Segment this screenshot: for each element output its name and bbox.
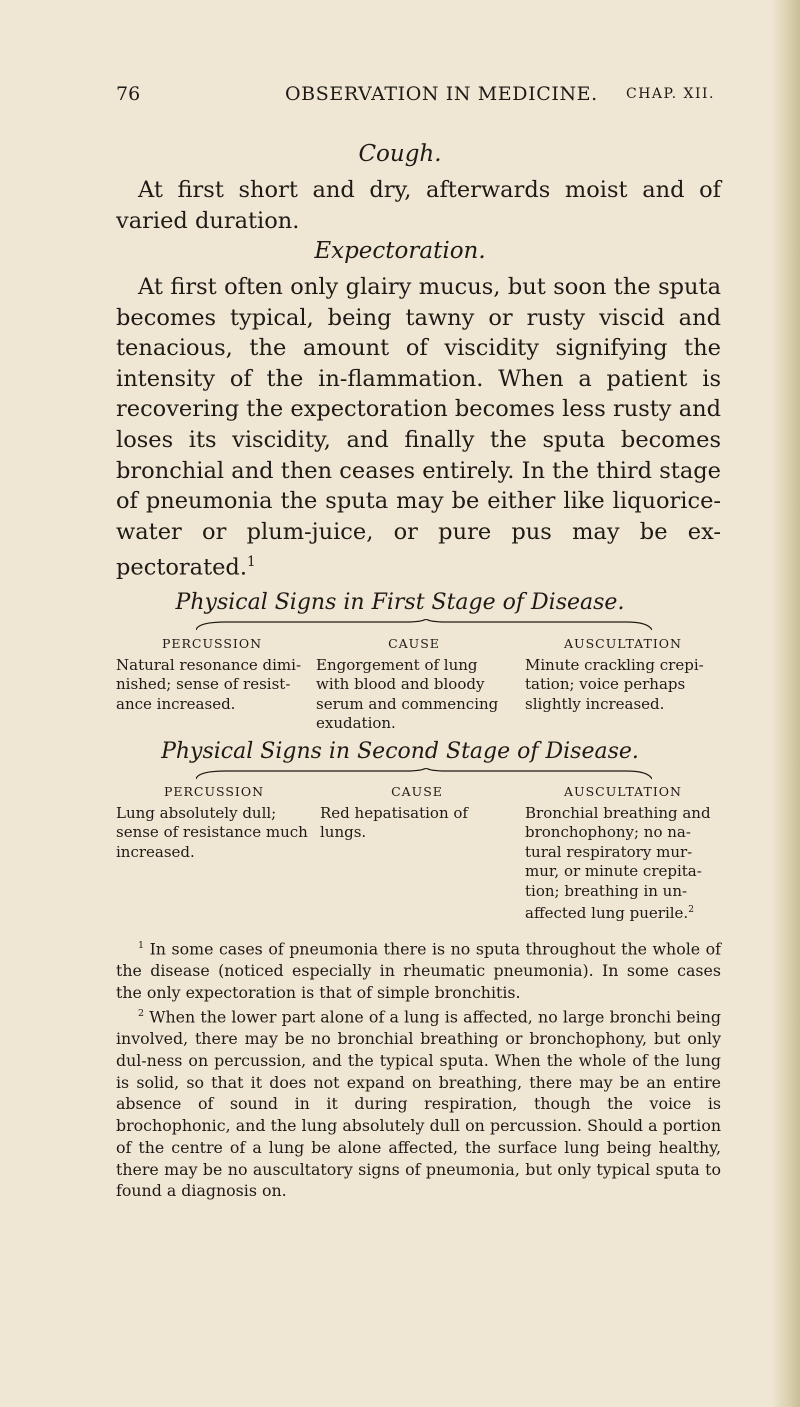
- chapter-label: CHAP. XII.: [626, 86, 715, 102]
- cough-text: At first short and dry, afterwards moist and of varied duration.: [116, 177, 721, 234]
- first-stage-percussion: [116, 634, 308, 714]
- auscultation-text: Bronchial breathing and bronchophony; no na-tural respiratory mur-mur, or minute crepita-tion; breathing in un-affected lung puerile.: [525, 803, 711, 922]
- expectoration-heading: Expectoration.: [314, 238, 486, 264]
- footnote-text: In some cases of pneumonia there is no sputa throughout the whole of the disease (noticed especially in rheumatic pneumonia). In some cases the only expectoration is that of simple bronchitis.: [116, 939, 721, 1002]
- second-stage-percussion: [116, 782, 312, 862]
- first-stage-auscultation: [525, 634, 721, 714]
- percussion-text: Natural resonance dimi-nished; sense of resist-ance increased.: [116, 655, 302, 713]
- cause-column-title: CAUSE: [391, 784, 443, 799]
- percussion-column-title: PERCUSSION: [161, 636, 263, 651]
- running-header: [0, 83, 800, 113]
- cause-text: Engorgement of lung with blood and bloody serum and commencing exudation.: [316, 655, 499, 732]
- auscultation-column-title: AUSCULTATION: [564, 636, 682, 651]
- footnote-text: When the lower part alone of a lung is affected, no large bronchi being involved, there may be no bronchial breathing or bronchophony, but only dul-ness on percussion, and the typical sputa. When the whole of the lung is solid, so that it does not expand on breathing, there may be an entire absence of sound in it during respiration, though the voice is brochophonic, and the lung absolutely dull on percussion. Should a portion of the centre of a lung be alone affected, the surface lung being healthy, there may be no auscultatory signs of pneumonia, but only typical sputa to found a diagnosis on.: [116, 1007, 721, 1201]
- second-stage-table: [116, 782, 721, 922]
- page-number: 76: [116, 83, 141, 105]
- footnote-ref-1: 1: [247, 554, 256, 571]
- footnote-1: [116, 935, 721, 1003]
- expectoration-paragraph: [116, 272, 721, 583]
- second-stage-cause: [320, 782, 514, 843]
- percussion-text: Lung absolutely dull; sense of resistance much increased.: [116, 803, 308, 861]
- cause-column-title: CAUSE: [388, 636, 440, 651]
- expectoration-text-wrapper: [116, 272, 721, 583]
- second-stage-brace: [196, 768, 652, 780]
- auscultation-text: Minute crackling crepi-tation; voice perhaps slightly increased.: [525, 655, 704, 713]
- first-stage-heading: Physical Signs in First Stage of Disease.: [175, 590, 625, 615]
- footnote-marker: 2: [138, 1008, 145, 1020]
- page-edge-shadow: [772, 0, 800, 1407]
- cough-paragraph: [116, 175, 721, 236]
- running-title: OBSERVATION IN MEDICINE.: [285, 83, 598, 105]
- footnote-2: [116, 1003, 721, 1202]
- first-stage-table: [116, 634, 721, 730]
- auscultation-text-wrapper: [525, 804, 721, 924]
- footnote-ref-2: 2: [688, 905, 694, 915]
- auscultation-column-title: AUSCULTATION: [564, 784, 682, 799]
- percussion-column-title: PERCUSSION: [163, 784, 265, 799]
- second-stage-auscultation: [525, 782, 721, 924]
- first-stage-cause: [316, 634, 512, 734]
- footnote-marker: 1: [138, 940, 145, 951]
- second-stage-heading: Physical Signs in Second Stage of Disease.: [161, 739, 639, 764]
- first-stage-brace: [196, 619, 652, 631]
- cough-heading: Cough.: [358, 141, 442, 167]
- cause-text: Red hepatisation of lungs.: [320, 803, 468, 841]
- footnotes: [116, 935, 721, 1202]
- expectoration-text: At first often only glairy mucus, but soon the sputa becomes typical, being tawny or rusty viscid and tenacious, the amount of viscidity signifying the intensity of the in-flammation. When a patient is recovering the expectoration becomes less rusty and loses its viscidity, and finally the sputa becomes bronchial and then ceases entirely. In the third stage of pneumonia the sputa may be either like liquorice-water or plum-juice, or pure pus may be ex-pectorated.: [116, 274, 721, 581]
